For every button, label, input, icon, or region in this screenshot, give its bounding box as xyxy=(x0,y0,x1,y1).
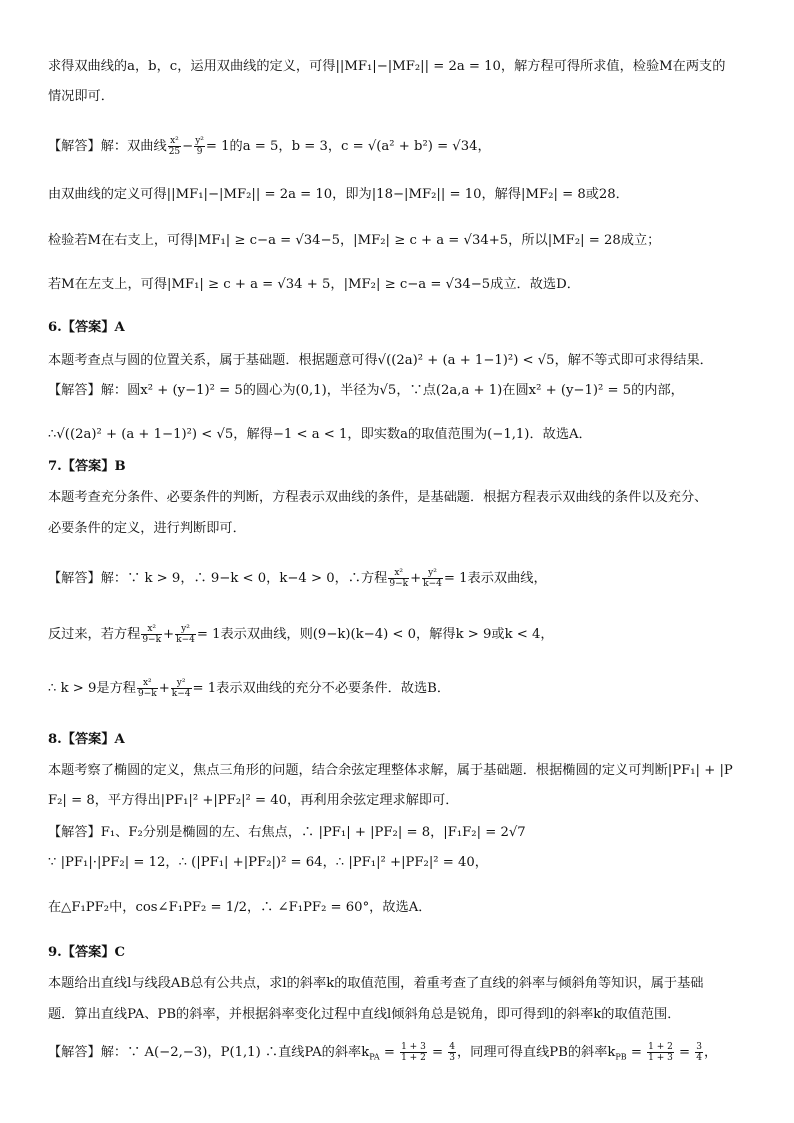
q8-solution-1: 【解答】F₁、F₂分别是椭圆的左、右焦点，∴ |PF₁| + |PF₂| = 8，|F₁F₂| = 2√7 xyxy=(48,825,526,840)
q9-analysis-1: 本题给出直线l与线段AB总有公共点，求l的斜率k的取值范围，着重考查了直线的斜率与倾斜角等知识，属于基础 xyxy=(48,976,704,991)
q9-analysis-2: 题．算出直线PA、PB的斜率，并根据斜率变化过程中直线l倾斜角总是锐角，即可得到l的斜率k的取值范围． xyxy=(48,1007,681,1022)
q6-answer-heading: 6.【答案】A xyxy=(48,320,125,335)
q6-solution-1: 【解答】解：圆x² + (y−1)² = 5的圆心为(0,1)，半径为√5，∵点(2a,a + 1)在圆x² + (y−1)² = 5的内部， xyxy=(48,383,684,398)
q8-answer-heading: 8.【答案】A xyxy=(48,732,125,747)
q9-answer-heading: 9.【答案】C xyxy=(48,945,126,960)
sec5-line-1: 求得双曲线的a，b，c，运用双曲线的定义，可得||MF₁|−|MF₂|| = 2a = 10，解方程可得所求值，检验M在两支的 xyxy=(48,59,726,74)
q7-answer-heading: 7.【答案】B xyxy=(48,459,126,474)
sec5-line-2: 情况即可． xyxy=(48,89,114,104)
q7-analysis-2: 必要条件的定义，进行判断即可． xyxy=(48,521,246,536)
q7-analysis-1: 本题考查充分条件、必要条件的判断，方程表示双曲线的条件，是基础题．根据方程表示双曲线的条件以及充分、 xyxy=(48,490,708,505)
fraction-x2-9-k: $\frac{\text{x²}}{9-k}$ xyxy=(142,624,162,645)
fraction-3-4: $\frac{3}{4}$ xyxy=(696,1042,703,1063)
fraction-x2-25: $\frac{\text{x²}}{25}$ xyxy=(168,136,181,157)
fraction-y2-k-4: $\frac{\text{y²}}{k-4}$ xyxy=(423,568,442,589)
q7-solution-1: 【解答】解：∵ k > 9，∴ 9−k < 0，k−4 > 0，∴方程 $\frac{\text{x²}}{9-k}$ + $\frac{\text{y²}}{k-4}$ = 1表示双曲线， xyxy=(48,568,547,589)
fraction-4-3: $\frac{4}{3}$ xyxy=(449,1042,455,1063)
sec5-line-4: 由双曲线的定义可得||MF₁|−|MF₂|| = 2a = 10，即为|18−|MF₂|| = 10，解得|MF₂| = 8或28． xyxy=(48,187,629,202)
fraction-x2-9-k: $\frac{\text{x²}}{9-k}$ xyxy=(137,678,157,699)
q8-analysis-2: F₂| = 8，平方得出|PF₁|² +|PF₂|² = 40，再利用余弦定理求解即可． xyxy=(48,793,459,808)
q8-analysis-1: 本题考察了椭圆的定义，焦点三角形的问题，结合余弦定理整体求解，属于基础题．根据椭圆的定义可判断|PF₁| + |P xyxy=(48,763,733,778)
sec5-line-5: 检验若M在右支上，可得|MF₁| ≥ c−a = √34−5，|MF₂| ≥ c + a = √34+5，所以|MF₂| = 28成立； xyxy=(48,233,661,248)
q8-solution-2: ∵ |PF₁|·|PF₂| = 12，∴ (|PF₁| +|PF₂|)² = 64，∴ |PF₁|² +|PF₂|² = 40， xyxy=(48,855,488,870)
q9-solution-1: 【解答】解：∵ A(−2,−3)，P(1,1) ∴直线PA的斜率$k_{PA}$ = $\frac{1 + 3}{1 + 2}$ = $\frac{4}{3}$ ，同理可得直线PB的斜率$k_{PB}$ = $\frac{1 + 2}{1 + 3}$ = $\frac{3}{4}$ ， xyxy=(48,1042,718,1063)
fraction-y2-9: $\frac{\text{y²}}{9}$ xyxy=(195,136,204,157)
fraction-y2-k-4: $\frac{\text{y²}}{k-4}$ xyxy=(176,624,195,645)
q6-solution-2: ∴√((2a)² + (a + 1−1)²) < √5，解得−1 < a < 1，即实数a的取值范围为(−1,1)．故选A． xyxy=(48,427,592,442)
q7-solution-3: ∴ k > 9是方程 $\frac{\text{x²}}{9-k}$ + $\frac{\text{y²}}{k-4}$ = 1表示双曲线的充分不必要条件．故选B． xyxy=(48,678,451,699)
q7-solution-2: 反过来，若方程 $\frac{\text{x²}}{9-k}$ + $\frac{\text{y²}}{k-4}$ = 1表示双曲线，则(9−k)(k−4) < 0，解得k > 9或k < 4， xyxy=(48,624,554,645)
sec5-solution: 【解答】解：双曲线 $\frac{\text{x²}}{25}$ − $\frac{\text{y²}}{9}$ = 1的a = 5，b = 3，c = √(a² + b²) = √34， xyxy=(48,136,491,157)
sec5-solution-head: 【解答】解：双曲线 xyxy=(48,139,167,154)
q8-solution-3: 在△F₁PF₂中，cos∠F₁PF₂ = 1/2，∴ ∠F₁PF₂ = 60°，故选A． xyxy=(48,900,432,915)
sec5-line-6: 若M在左支上，可得|MF₁| ≥ c + a = √34 + 5，|MF₂| ≥ c−a = √34−5成立．故选D． xyxy=(48,277,580,292)
fraction-y2-k-4: $\frac{\text{y²}}{k-4}$ xyxy=(171,678,191,699)
fraction-pb-slope: $\frac{1 + 2}{1 + 3}$ xyxy=(648,1042,673,1063)
fraction-pa-slope: $\frac{1 + 3}{1 + 2}$ xyxy=(401,1042,426,1063)
q6-analysis: 本题考查点与圆的位置关系，属于基础题．根据题意可得√((2a)² + (a + 1−1)²) < √5，解不等式即可求得结果． xyxy=(48,353,713,368)
sec5-solution-tail: = 1的a = 5，b = 3，c = √(a² + b²) = √34， xyxy=(205,139,491,154)
fraction-x2-9-k: $\frac{\text{x²}}{9-k}$ xyxy=(389,568,409,589)
